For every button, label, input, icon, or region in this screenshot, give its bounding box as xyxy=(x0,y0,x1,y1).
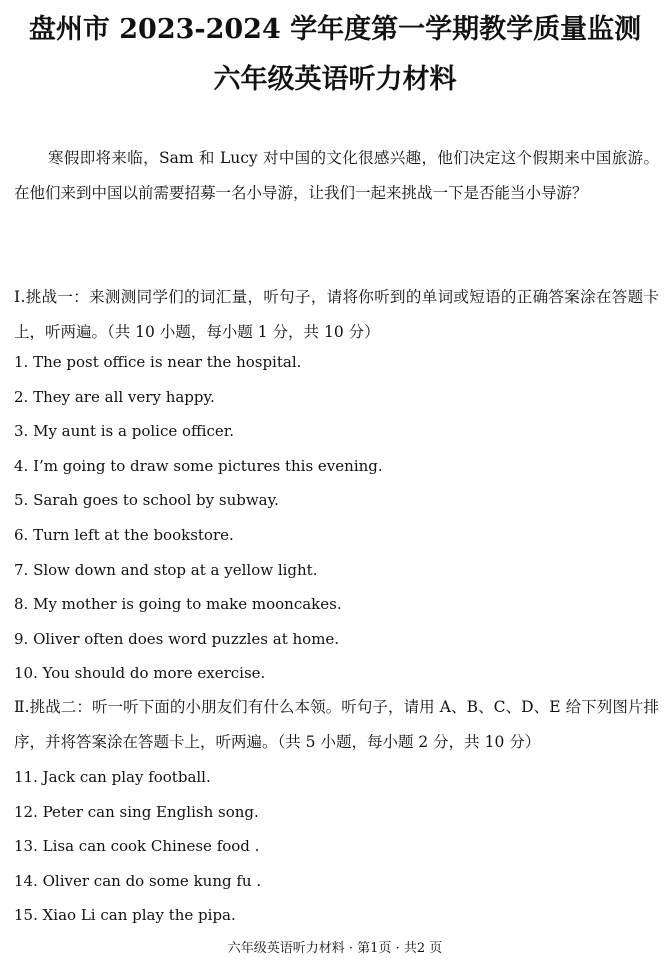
document-subtitle: 六年级英语听力材料 xyxy=(213,64,457,95)
page-footer: 六年级英语听力材料 · 第1页 · 共2 页 xyxy=(227,941,443,956)
list-item: 10. You should do more exercise. xyxy=(14,664,266,683)
list-item: 6. Turn left at the bookstore. xyxy=(14,525,234,544)
list-item: 2. They are all very happy. xyxy=(14,387,215,406)
list-item: 12. Peter can sing English song. xyxy=(14,802,259,821)
intro-paragraph: 寒假即将来临，Sam 和 Lucy 对中国的文化很感兴趣，他们决定这个假期来中国旅游。在他们来到中国以前需要招募一名小导游，让我们一起来挑战一下是否能当小导游？ xyxy=(14,149,659,202)
list-item: 4. I’m going to draw some pictures this evening. xyxy=(14,456,383,475)
section-2-heading: Ⅱ.挑战二：听一听下面的小朋友们有什么本领。听句子，请用 A、B、C、D、E 给下列图片排序，并将答案涂在答题卡上，听两遍。（共 5 小题，每小题 2 分，共 10 分） xyxy=(14,698,659,751)
list-item: 9. Oliver often does word puzzles at home. xyxy=(14,629,340,648)
list-item: 13. Lisa can cook Chinese food . xyxy=(14,837,260,856)
section-2-list xyxy=(14,760,654,933)
list-item: 1. The post office is near the hospital. xyxy=(14,353,302,371)
list-item: 5. Sarah goes to school by subway. xyxy=(14,491,279,510)
section-1-list xyxy=(14,345,654,691)
document-title: 盘州市 2023-2024 学年度第一学期教学质量监测 xyxy=(28,14,642,45)
section-1-heading: Ⅰ.挑战一：来测测同学们的词汇量，听句子，请将你听到的单词或短语的正确答案涂在答题卡上，听两遍。（共 10 小题，每小题 1 分，共 10 分） xyxy=(14,288,659,341)
list-item: 7. Slow down and stop at a yellow light. xyxy=(14,560,318,579)
list-item: 8. My mother is going to make mooncakes. xyxy=(14,595,342,614)
list-item: 15. Xiao Li can play the pipa. xyxy=(14,906,236,925)
list-item: 11. Jack can play football. xyxy=(14,768,211,786)
list-item: 14. Oliver can do some kung fu . xyxy=(14,871,262,890)
list-item: 3. My aunt is a police officer. xyxy=(14,422,235,441)
